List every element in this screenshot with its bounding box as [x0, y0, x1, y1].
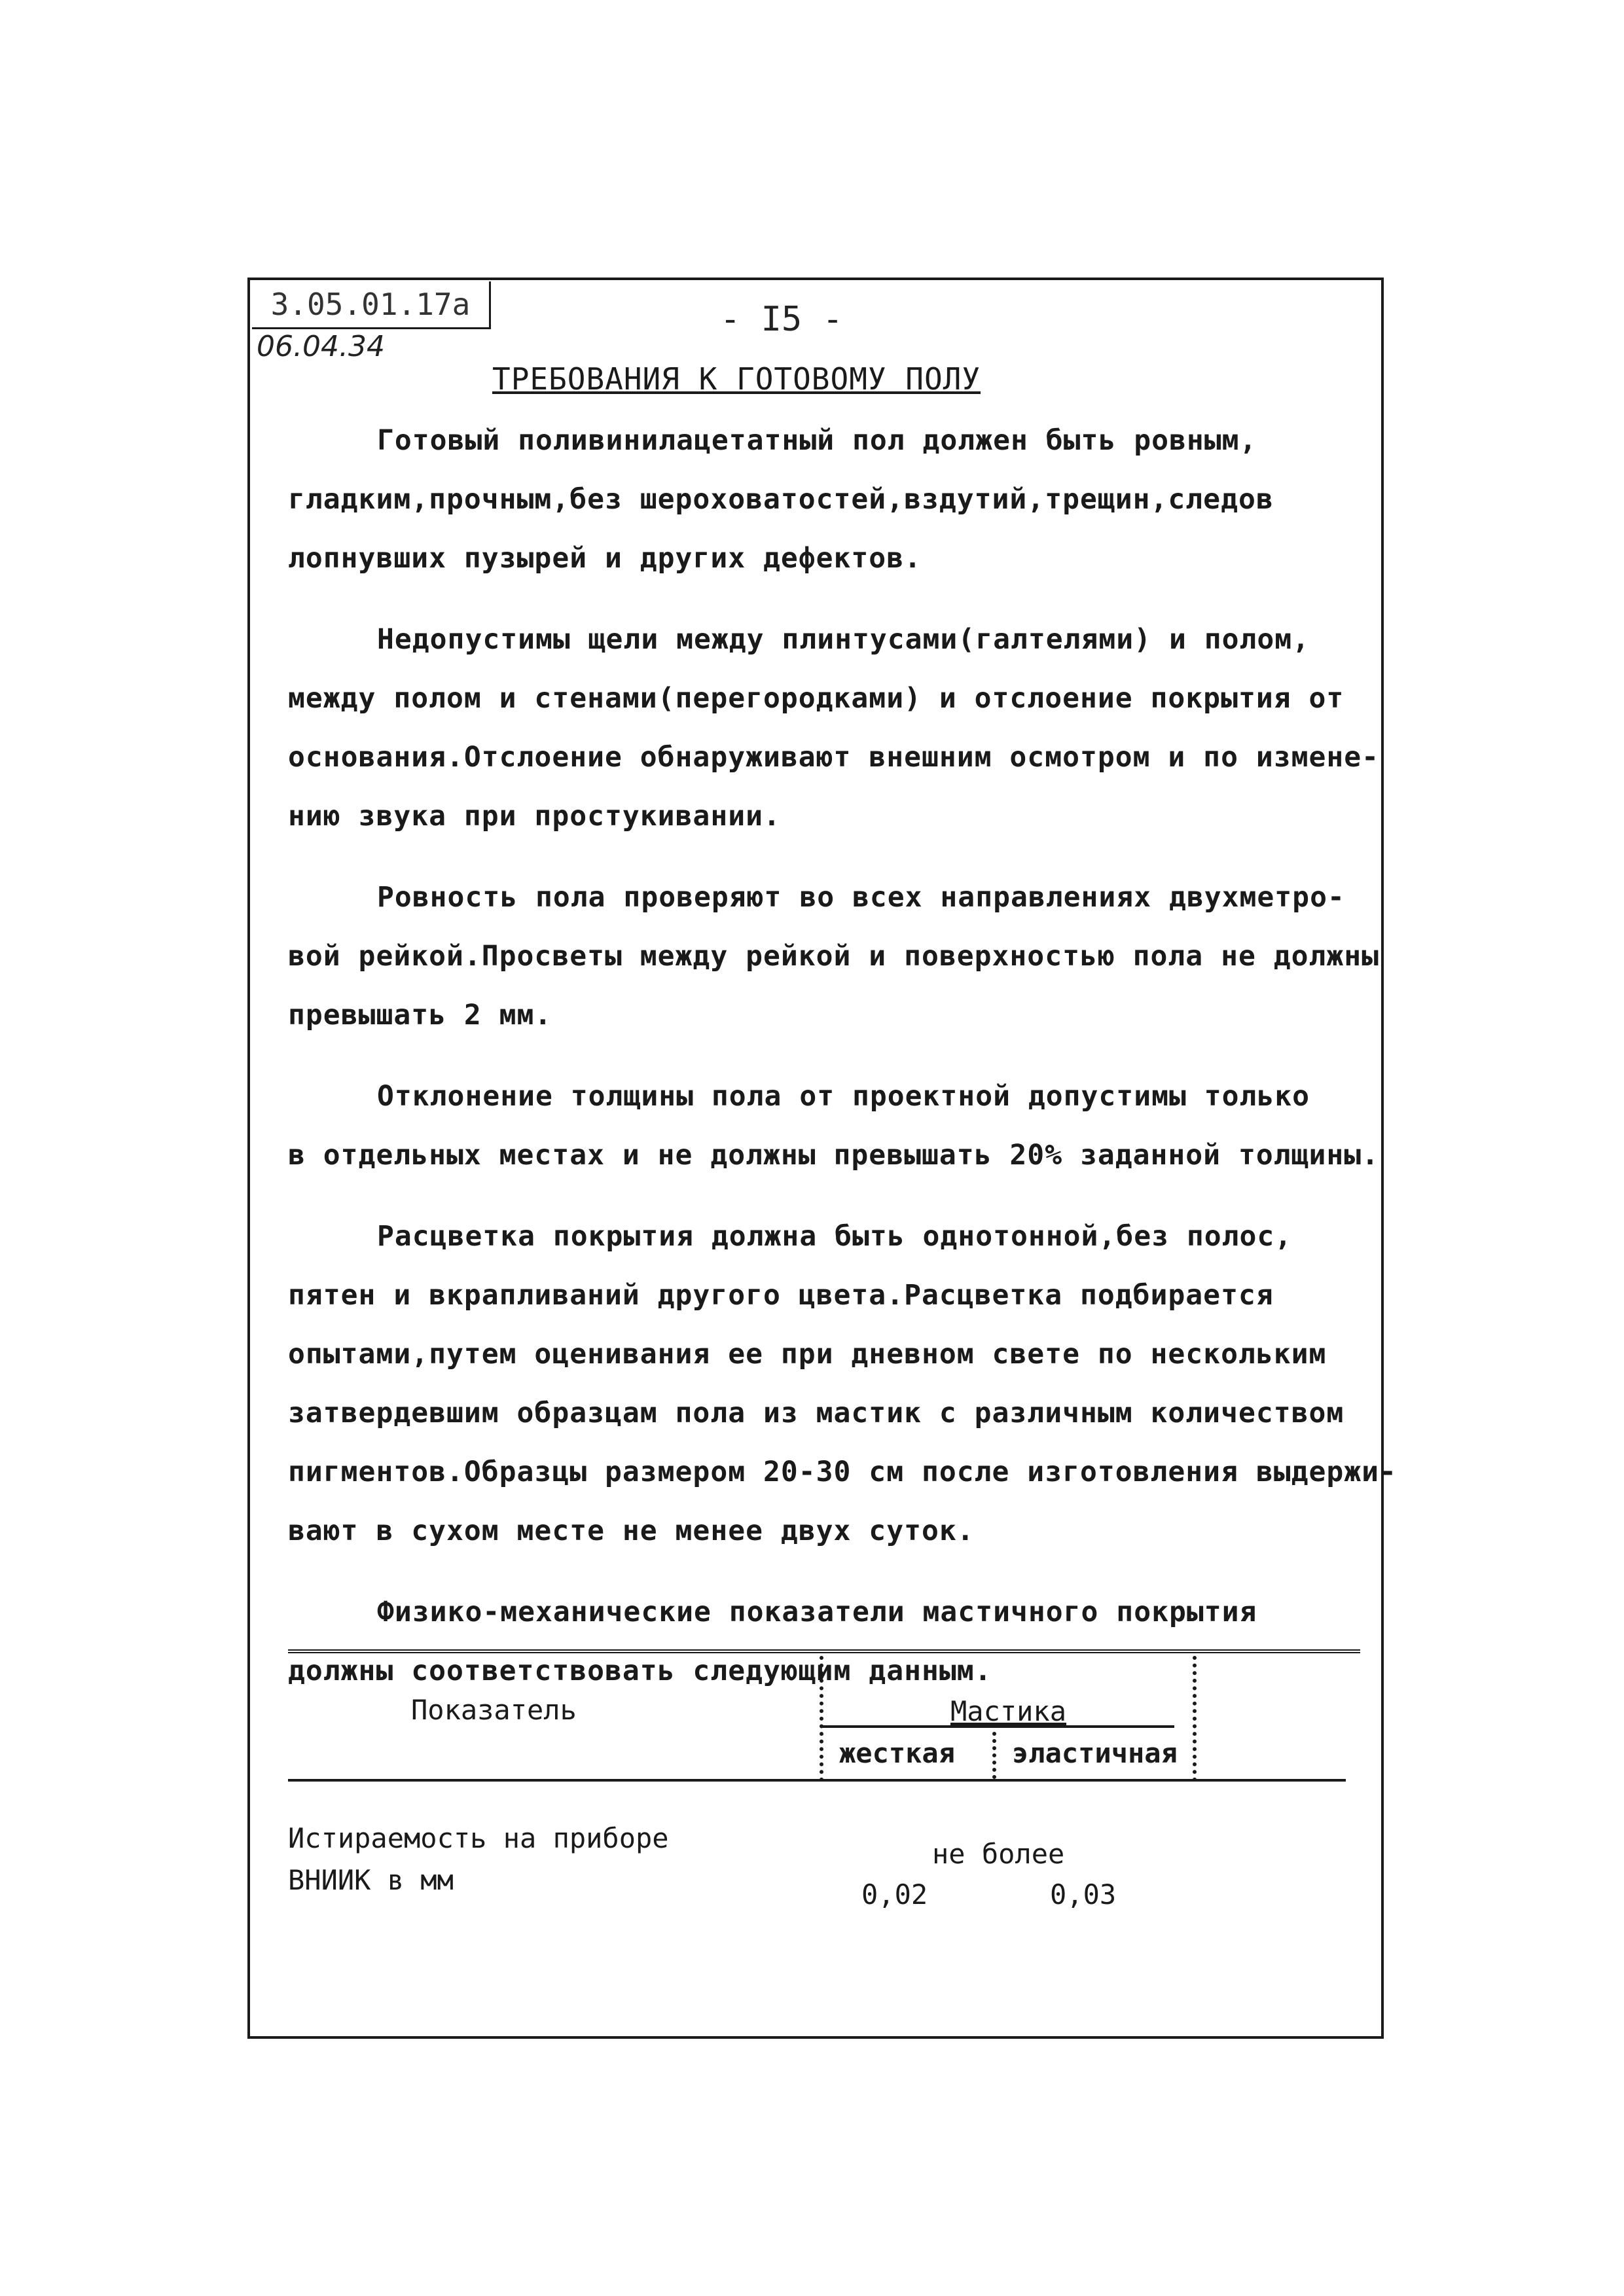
text-line: основания.Отслоение обнаруживают внешним осмотром и по измене-	[288, 741, 1380, 774]
handwritten-date: 06.04.34	[257, 330, 385, 363]
text-line: Расцветка покрытия должна быть однотонной,без полос,	[377, 1220, 1293, 1253]
table-column-divider	[820, 1656, 823, 1782]
text-line: пятен и вкрапливаний другого цвета.Расцветка подбирается	[288, 1279, 1274, 1312]
text-line: лопнувших пузырей и других дефектов.	[288, 542, 922, 575]
section-title: ТРЕБОВАНИЯ К ГОТОВОМУ ПОЛУ	[492, 361, 981, 397]
text-line: вают в сухом месте не менее двух суток.	[288, 1515, 975, 1547]
table-row-note: не более	[932, 1838, 1065, 1870]
text-line: гладким,прочным,без шероховатостей,вздутий,трещин,следов	[288, 483, 1274, 516]
body-text	[288, 411, 1397, 1723]
table-column-divider	[992, 1732, 996, 1779]
text-line: опытами,путем оценивания ее при дневном свете по нескольким	[288, 1338, 1327, 1371]
text-line: превышать 2 мм.	[288, 999, 552, 1031]
column-header-indicator: Показатель	[411, 1694, 577, 1726]
document-number: 3.05.01.17а	[252, 281, 491, 329]
paragraph	[288, 868, 1380, 1045]
paragraph	[288, 1583, 1362, 1700]
column-header-hard: жесткая	[839, 1737, 956, 1769]
text-line: нию звука при простукивании.	[288, 800, 781, 833]
text-line: Недопустимы щели между плинтусами(галтелями) и полом,	[377, 623, 1310, 656]
table-header-bottom-rule	[288, 1779, 1346, 1782]
text-line: вой рейкой.Просветы между рейкой и поверхностью пола не должны	[288, 940, 1380, 973]
column-header-mastika: Мастика	[950, 1695, 1067, 1727]
text-line: должны соответствовать следующим данным.	[288, 1655, 992, 1687]
paragraph	[288, 610, 1380, 846]
paragraph	[288, 1207, 1397, 1560]
page-number: - I5 -	[720, 300, 843, 339]
paragraph	[288, 1067, 1380, 1185]
table-cell-hard: 0,02	[861, 1878, 928, 1910]
table-row-label: ВНИИК в мм	[288, 1864, 454, 1896]
text-line: между полом и стенами(перегородками) и отслоение покрытия от	[288, 682, 1344, 715]
table-cell-elastic: 0,03	[1050, 1878, 1117, 1910]
text-line: Готовый поливинилацетатный пол должен быть ровным,	[377, 424, 1257, 457]
table-top-rule	[288, 1649, 1360, 1653]
text-line: в отдельных местах и не должны превышать 20% заданной толщины.	[288, 1139, 1380, 1172]
text-line: затвердевшим образцам пола из мастик с различным количеством	[288, 1397, 1344, 1429]
table-column-divider	[1193, 1656, 1197, 1782]
text-line: пигментов.Образцы размером 20-30 см после изготовления выдержи-	[288, 1456, 1397, 1488]
table-row-label: Истираемость на приборе	[288, 1822, 669, 1854]
paragraph	[288, 411, 1362, 588]
text-line: Ровность пола проверяют во всех направлениях двухметро-	[377, 881, 1345, 914]
column-header-elastic: эластичная	[1012, 1737, 1178, 1769]
text-line: Физико-механические показатели мастичного покрытия	[377, 1596, 1257, 1628]
text-line: Отклонение толщины пола от проектной допустимы только	[377, 1080, 1310, 1113]
